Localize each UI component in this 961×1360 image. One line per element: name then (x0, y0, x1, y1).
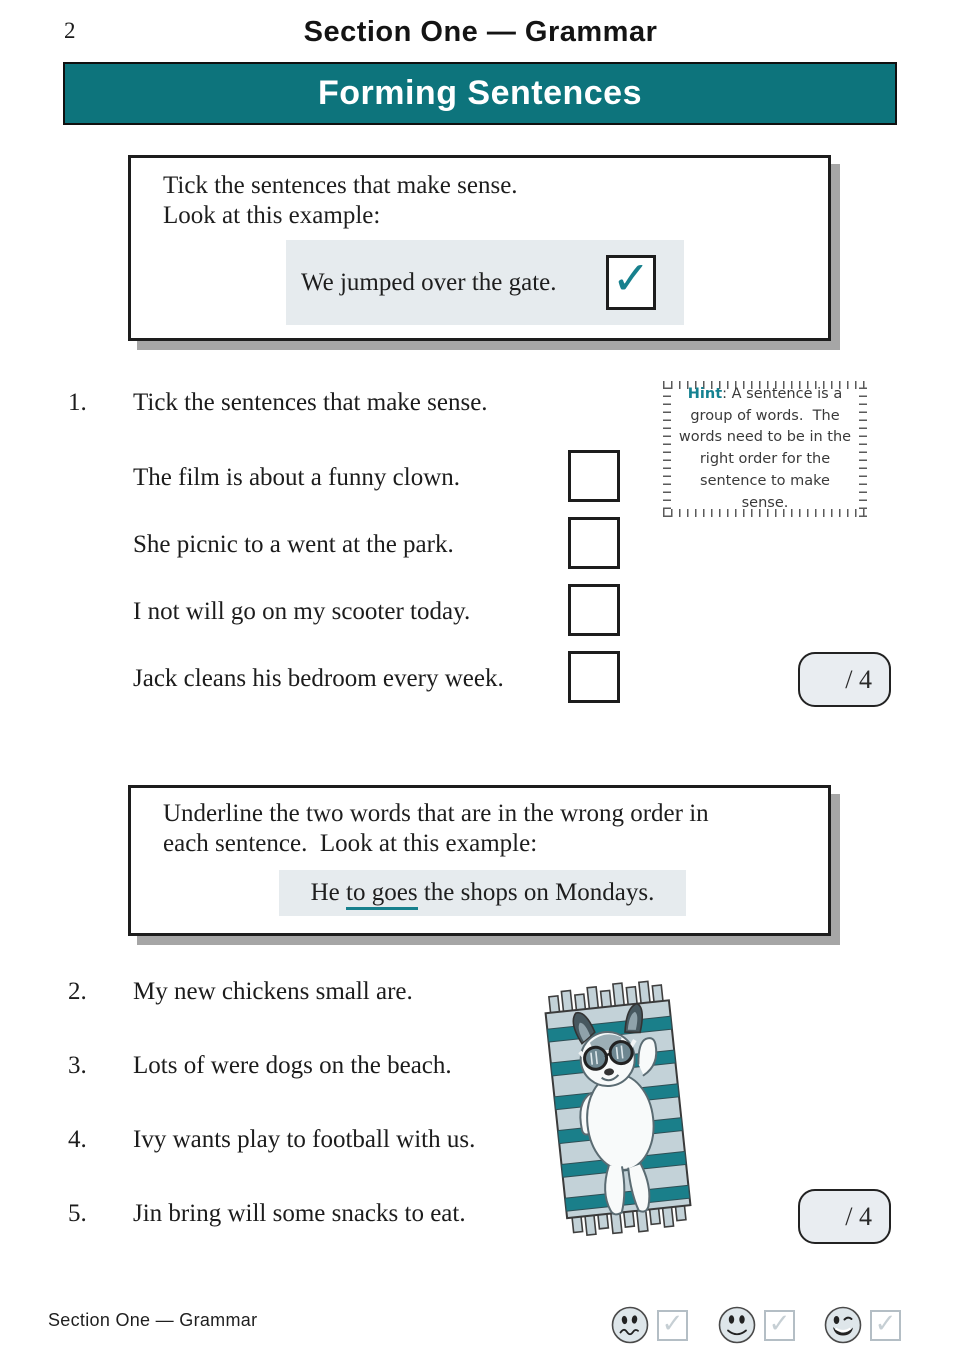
score-box-1 (798, 652, 891, 707)
answer-checkbox-3[interactable] (568, 584, 620, 636)
question1-sentence-1: The film is about a funny clown. (133, 464, 461, 491)
question2-number: 2. (68, 978, 87, 1005)
score-value-2: / 4 (845, 1201, 872, 1231)
question3-number: 3. (68, 1052, 87, 1079)
answer-checkbox-4[interactable] (568, 651, 620, 703)
question1-sentence-2: She picnic to a went at the park. (133, 531, 454, 558)
dog-on-towel-illustration (531, 972, 709, 1247)
neutral-face-icon (717, 1305, 757, 1345)
tick-icon: ✓ (768, 1308, 791, 1339)
exercise1-instruction-line2: Look at this example: (163, 202, 381, 229)
score-box-2 (798, 1189, 891, 1244)
example2-prefix: He (310, 879, 347, 906)
question2-text: My new chickens small are. (133, 978, 413, 1005)
tick-icon: ✓ (661, 1308, 684, 1339)
self-assessment-checkbox-happy[interactable] (870, 1310, 901, 1341)
self-assessment-happy (823, 1305, 915, 1347)
section-heading: Section One — Grammar (303, 16, 658, 48)
footer-section-title: Section One — Grammar (48, 1310, 258, 1330)
question1-sentence-3: I not will go on my scooter today. (133, 598, 471, 625)
example2-shaded-panel (279, 870, 686, 916)
question1-sentence-4: Jack cleans his bedroom every week. (133, 665, 504, 692)
score-value-1: / 4 (845, 664, 872, 694)
exercise2-instruction-line1: Underline the two words that are in the wrong order in (163, 800, 709, 827)
self-assessment-neutral (717, 1305, 809, 1347)
tick-icon: ✓ (874, 1308, 897, 1339)
exercise1-instruction-box (128, 155, 831, 341)
happy-wink-face-icon (823, 1305, 863, 1345)
exercise2-instruction-line2: each sentence. Look at this example: (163, 830, 538, 857)
self-assessment-checkbox-neutral[interactable] (764, 1310, 795, 1341)
question5-number: 5. (68, 1200, 87, 1227)
question1-number: 1. (68, 389, 87, 416)
example1-checkbox (606, 250, 656, 310)
page-title: Forming Sentences (317, 74, 642, 112)
sad-face-icon (610, 1305, 650, 1345)
example1-sentence: We jumped over the gate. (301, 268, 557, 296)
hint-label: Hint (687, 385, 723, 402)
exercise2-instruction-box (128, 785, 831, 936)
question3-text: Lots of were dogs on the beach. (133, 1052, 452, 1079)
question4-number: 4. (68, 1126, 87, 1153)
answer-checkbox-1[interactable] (568, 450, 620, 502)
example1-shaded-panel (286, 240, 684, 325)
tick-icon: ✓ (611, 250, 651, 305)
page-number: 2 (64, 18, 76, 43)
question4-text: Ivy wants play to football with us. (133, 1126, 476, 1153)
hint-box (663, 381, 867, 517)
self-assessment-checkbox-sad[interactable] (657, 1310, 688, 1341)
question5-text: Jin bring will some snacks to eat. (133, 1200, 466, 1227)
example2-suffix: the shops on Mondays. (417, 879, 655, 906)
exercise1-instruction-line1: Tick the sentences that make sense. (163, 172, 518, 199)
self-assessment-sad (610, 1305, 702, 1347)
example2-underlined-words: to goes (346, 879, 418, 910)
title-banner (63, 62, 897, 125)
question1-prompt: Tick the sentences that make sense. (133, 389, 488, 416)
example2-sentence (311, 879, 655, 907)
hint-text: : A sentence is a group of words. The words need to be in the right order for the sentence to make sense. (678, 385, 856, 511)
answer-checkbox-2[interactable] (568, 517, 620, 569)
